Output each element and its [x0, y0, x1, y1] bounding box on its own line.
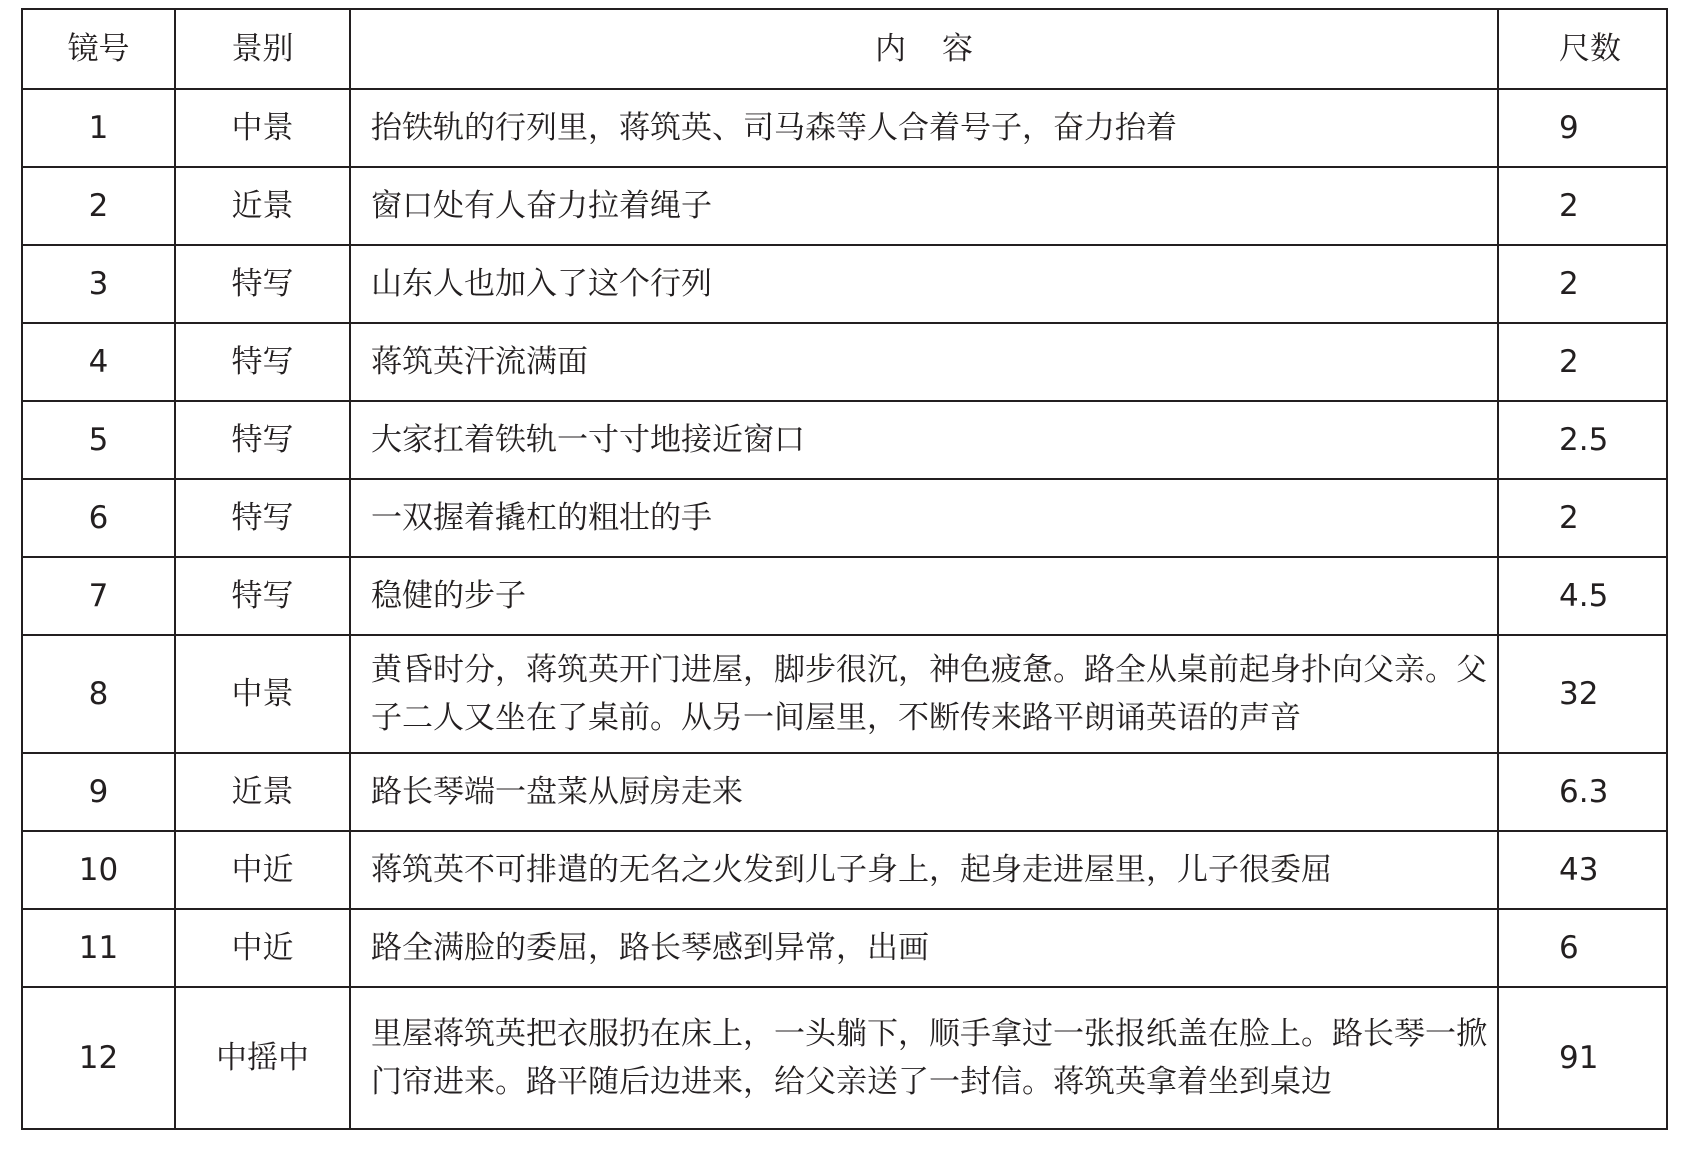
- cell-length: 9: [1498, 89, 1667, 167]
- cell-length: 4.5: [1498, 557, 1667, 635]
- cell-shot-no: 6: [22, 479, 175, 557]
- cell-content: 路长琴端一盘菜从厨房走来: [350, 753, 1498, 831]
- cell-scene: 中景: [175, 89, 350, 167]
- table-row: [22, 323, 1667, 401]
- cell-content: 山东人也加入了这个行列: [350, 245, 1498, 323]
- header-content: [350, 9, 1498, 89]
- cell-content: 路全满脸的委屈，路长琴感到异常，出画: [350, 909, 1498, 987]
- header-content-label: 内容: [875, 31, 1009, 67]
- table-row: [22, 831, 1667, 909]
- cell-scene: 中近: [175, 831, 350, 909]
- cell-content: 蒋筑英汗流满面: [350, 323, 1498, 401]
- cell-scene: 中景: [175, 635, 350, 753]
- shot-list-table: [21, 8, 1668, 1130]
- cell-length: 2.5: [1498, 401, 1667, 479]
- cell-content: 抬铁轨的行列里，蒋筑英、司马森等人合着号子，奋力抬着: [350, 89, 1498, 167]
- cell-content: 稳健的步子: [350, 557, 1498, 635]
- cell-shot-no: 12: [22, 987, 175, 1129]
- cell-length: 2: [1498, 479, 1667, 557]
- cell-shot-no: 5: [22, 401, 175, 479]
- cell-shot-no: 2: [22, 167, 175, 245]
- cell-scene: 近景: [175, 753, 350, 831]
- table-row: [22, 167, 1667, 245]
- cell-content: 里屋蒋筑英把衣服扔在床上，一头躺下，顺手拿过一张报纸盖在脸上。路长琴一掀门帘进来。路平随后边进来，给父亲送了一封信。蒋筑英拿着坐到桌边: [350, 987, 1498, 1129]
- cell-shot-no: 7: [22, 557, 175, 635]
- cell-length: 2: [1498, 323, 1667, 401]
- table-row: [22, 245, 1667, 323]
- cell-length: 91: [1498, 987, 1667, 1129]
- cell-scene: 中近: [175, 909, 350, 987]
- table-row: [22, 89, 1667, 167]
- cell-content: 窗口处有人奋力拉着绳子: [350, 167, 1498, 245]
- table-row: [22, 401, 1667, 479]
- cell-scene: 特写: [175, 323, 350, 401]
- cell-scene: 特写: [175, 479, 350, 557]
- cell-scene: 特写: [175, 245, 350, 323]
- table-row: [22, 909, 1667, 987]
- cell-content: 大家扛着铁轨一寸寸地接近窗口: [350, 401, 1498, 479]
- cell-shot-no: 1: [22, 89, 175, 167]
- header-scene: 景别: [175, 9, 350, 89]
- table-row: [22, 479, 1667, 557]
- cell-shot-no: 11: [22, 909, 175, 987]
- cell-scene: 近景: [175, 167, 350, 245]
- cell-scene: 中摇中: [175, 987, 350, 1129]
- table-header-row: [22, 9, 1667, 89]
- cell-length: 6: [1498, 909, 1667, 987]
- header-shot-no: 镜号: [22, 9, 175, 89]
- cell-content: 黄昏时分，蒋筑英开门进屋，脚步很沉，神色疲惫。路全从桌前起身扑向父亲。父子二人又坐在了桌前。从另一间屋里，不断传来路平朗诵英语的声音: [350, 635, 1498, 753]
- cell-shot-no: 8: [22, 635, 175, 753]
- cell-length: 2: [1498, 245, 1667, 323]
- cell-shot-no: 3: [22, 245, 175, 323]
- cell-length: 43: [1498, 831, 1667, 909]
- cell-content: 蒋筑英不可排遣的无名之火发到儿子身上，起身走进屋里，儿子很委屈: [350, 831, 1498, 909]
- cell-length: 32: [1498, 635, 1667, 753]
- table-row: [22, 753, 1667, 831]
- cell-shot-no: 4: [22, 323, 175, 401]
- cell-scene: 特写: [175, 557, 350, 635]
- table-row: [22, 557, 1667, 635]
- cell-scene: 特写: [175, 401, 350, 479]
- table-row: [22, 987, 1667, 1129]
- cell-length: 6.3: [1498, 753, 1667, 831]
- cell-shot-no: 9: [22, 753, 175, 831]
- cell-length: 2: [1498, 167, 1667, 245]
- header-length: 尺数: [1498, 9, 1667, 89]
- table-row: [22, 635, 1667, 753]
- cell-shot-no: 10: [22, 831, 175, 909]
- cell-content: 一双握着撬杠的粗壮的手: [350, 479, 1498, 557]
